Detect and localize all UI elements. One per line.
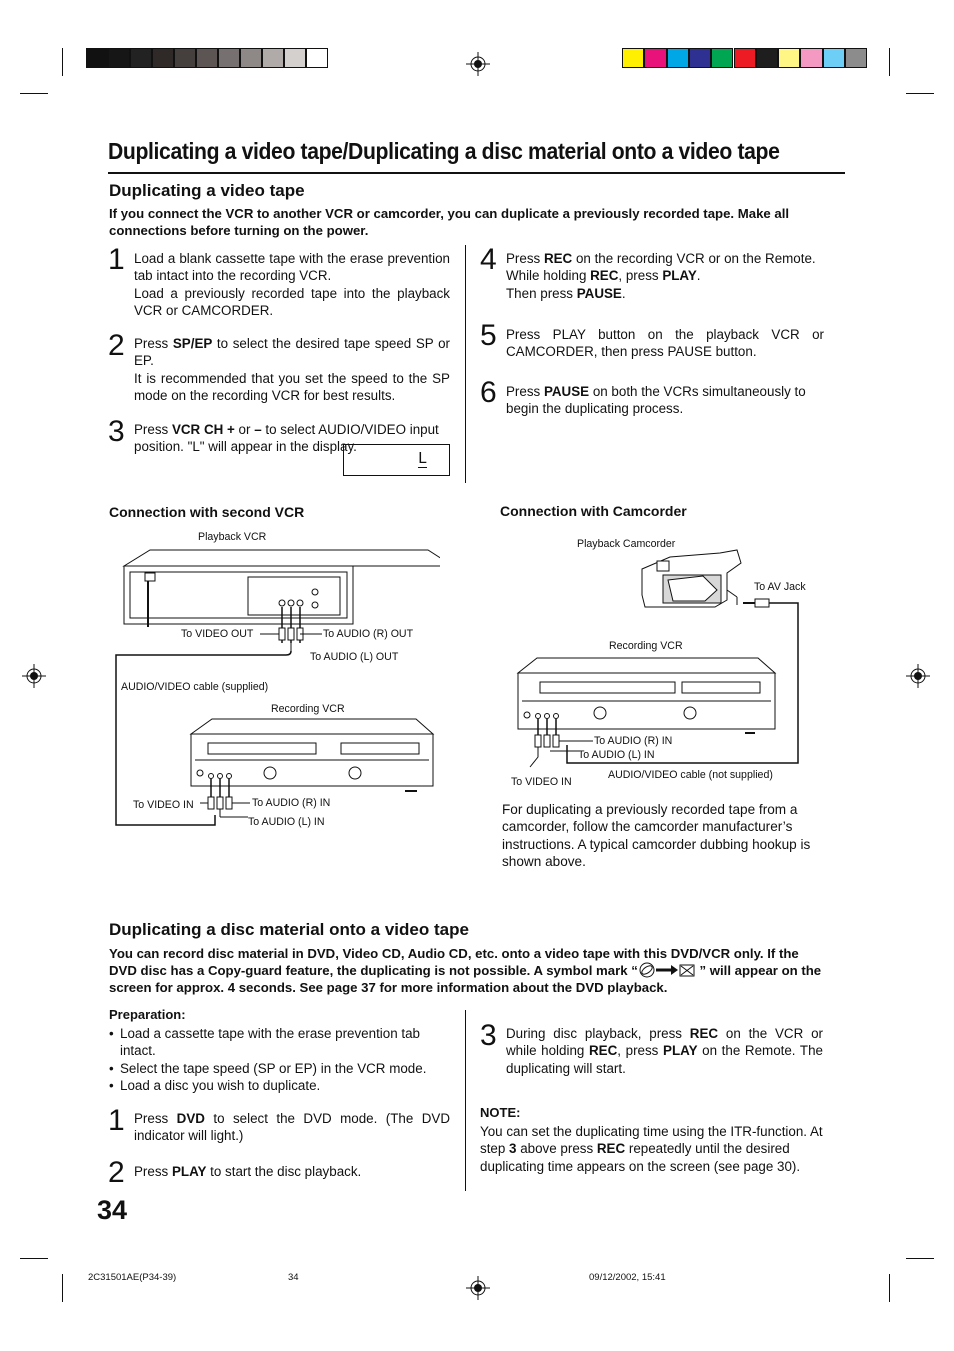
crop-mark [62, 1274, 63, 1302]
color-swatch [734, 48, 756, 68]
step-number: 6 [480, 376, 497, 409]
step-number: 3 [480, 1019, 497, 1052]
footer-date: 09/12/2002, 15:41 [589, 1272, 666, 1283]
color-swatch [152, 48, 174, 68]
label-to-av-jack: To AV Jack [754, 581, 806, 593]
color-swatch [306, 48, 328, 68]
color-swatch [130, 48, 152, 68]
column-divider [465, 245, 466, 483]
color-swatch [800, 48, 822, 68]
section-intro: If you connect the VCR to another VCR or camcorder, you can duplicate a previously recorded tape. Make all connections before turning on the power. [109, 206, 790, 238]
label-to-audio-r-in: To AUDIO (R) IN [252, 797, 331, 809]
step-1-text: Load a blank cassette tape with the erase prevention tab intact into the recording VCR. Load a previously recorded tape into the playback VCR or CAMCORDER. [134, 251, 450, 319]
footer-code: 2C31501AE(P34-39) [88, 1272, 177, 1283]
color-swatch [644, 48, 666, 68]
color-swatch [86, 48, 108, 68]
registration-mark-icon [466, 1276, 490, 1300]
label-to-audio-l-out: To AUDIO (L) OUT [310, 651, 399, 663]
label-av-cable-supplied: AUDIO/VIDEO cable (supplied) [121, 681, 269, 693]
page-title: Duplicating a video tape/Duplicating a disc material onto a video tape [108, 138, 780, 164]
color-swatch [711, 48, 733, 68]
step-number: 1 [108, 1104, 125, 1137]
crop-mark [20, 1258, 48, 1259]
crop-mark [906, 93, 934, 94]
disc-step-2-text: Press PLAY to start the disc playback. [134, 1164, 362, 1179]
vcr-display: L [343, 444, 450, 476]
label-cam-to-audio-r-in: To AUDIO (R) IN [594, 735, 673, 747]
step-number: 2 [108, 329, 125, 362]
label-to-video-out: To VIDEO OUT [181, 628, 254, 640]
diagram-heading-camcorder: Connection with Camcorder [500, 503, 687, 519]
step-3-text: Press VCR CH + or – to select AUDIO/VIDEO input position. "L" will appear in the display. [134, 422, 439, 455]
color-swatch [845, 48, 867, 68]
registration-mark-icon [466, 52, 490, 76]
list-item: Select the tape speed (SP or EP) in the VCR mode. [120, 1060, 427, 1076]
label-cam-to-video-in: To VIDEO IN [511, 776, 572, 788]
registration-mark-icon [22, 664, 46, 688]
step-number: 1 [108, 243, 125, 276]
label-playback-vcr: Playback VCR [198, 531, 267, 543]
crop-mark [62, 48, 63, 76]
section-heading-video-tape: Duplicating a video tape [109, 181, 305, 200]
page-number: 34 [97, 1195, 128, 1225]
step-number: 5 [480, 319, 497, 352]
step-2-text: Press SP/EP to select the desired tape speed SP or EP. It is recommended that you set the speed to the SP mode on the recording VCR for best results. [134, 336, 450, 404]
note-title: NOTE: [480, 1105, 521, 1120]
color-swatch [262, 48, 284, 68]
color-swatch [240, 48, 262, 68]
title-rule [108, 172, 845, 174]
disc-step-1-text: Press DVD to select the DVD mode. (The DVD indicator will light.) [134, 1111, 450, 1144]
label-to-video-in: To VIDEO IN [133, 799, 194, 811]
color-swatch [218, 48, 240, 68]
recording-vcr-icon [191, 719, 433, 792]
color-swatch [689, 48, 711, 68]
label-recording-vcr: Recording VCR [271, 703, 345, 715]
color-swatch [284, 48, 306, 68]
label-cam-to-audio-l-in: To AUDIO (L) IN [578, 749, 655, 761]
color-swatch [778, 48, 800, 68]
crop-mark [889, 48, 890, 76]
color-swatch [756, 48, 778, 68]
label-to-audio-l-in: To AUDIO (L) IN [248, 816, 325, 828]
color-swatch [196, 48, 218, 68]
label-playback-camcorder: Playback Camcorder [577, 538, 676, 550]
color-swatch [823, 48, 845, 68]
registration-mark-icon [906, 664, 930, 688]
preparation-list: • Load a cassette tape with the erase prevention tab intact. • Select the tape speed (SP or EP) in the VCR mode. • Load a disc you wish to duplicate. [109, 1025, 451, 1095]
color-swatch [667, 48, 689, 68]
step-5-text: Press PLAY button on the playback VCR or CAMCORDER, then press PAUSE button. [506, 327, 824, 360]
crop-mark [889, 1274, 890, 1302]
footer-page: 34 [288, 1272, 299, 1283]
crop-mark [906, 1258, 934, 1259]
diagram-heading-second-vcr: Connection with second VCR [109, 504, 305, 520]
list-item: Load a disc you wish to duplicate. [120, 1078, 321, 1094]
camcorder-icon [642, 550, 741, 607]
step-number: 4 [480, 243, 497, 276]
note-text: You can set the duplicating time using the ITR-function. At step 3 above press REC repeatedly until the desired duplicating time appears on the screen (see page 30). [480, 1124, 823, 1174]
step-6-text: Press PAUSE on both the VCRs simultaneously to begin the duplicating process. [506, 384, 806, 417]
color-swatch [174, 48, 196, 68]
step-4-text: Press REC on the recording VCR or on the Remote. While holding REC, press PLAY. Then press PAUSE. [506, 251, 816, 301]
camcorder-note: For duplicating a previously recorded tape from a camcorder, follow the camcorder manufacturer’s instructions. A typical camcorder dubbing hookup is shown above. [502, 802, 811, 870]
color-swatch [622, 48, 644, 68]
copy-guard-symbol-icon [638, 962, 696, 978]
list-item: Load a cassette tape with the erase prevention tab intact. [120, 1026, 421, 1059]
section-heading-disc: Duplicating a disc material onto a video tape [109, 920, 469, 939]
label-recording-vcr-cam: Recording VCR [609, 640, 683, 652]
color-swatch [108, 48, 130, 68]
disc-step-3-text: During disc playback, press REC on the VCR or while holding REC, press PLAY on the Remote. The duplicating will start. [506, 1026, 823, 1076]
crop-mark [20, 93, 48, 94]
section2-intro: You can record disc material in DVD, Video CD, Audio CD, etc. onto a video tape with this DVD/VCR only. If the DVD disc has a Copy-guard feature, the duplicating is not possible. A symbol mark “ ” will appear on the screen for approx. 4 seconds. See page 37 for more information about the DVD playback. [109, 946, 822, 995]
step-number: 2 [108, 1156, 125, 1189]
label-av-cable-not-supplied: AUDIO/VIDEO cable (not supplied) [608, 769, 773, 781]
preparation-title: Preparation: [109, 1007, 186, 1022]
step-number: 3 [108, 415, 125, 448]
label-to-audio-r-out: To AUDIO (R) OUT [323, 628, 414, 640]
column-divider [465, 1010, 466, 1191]
